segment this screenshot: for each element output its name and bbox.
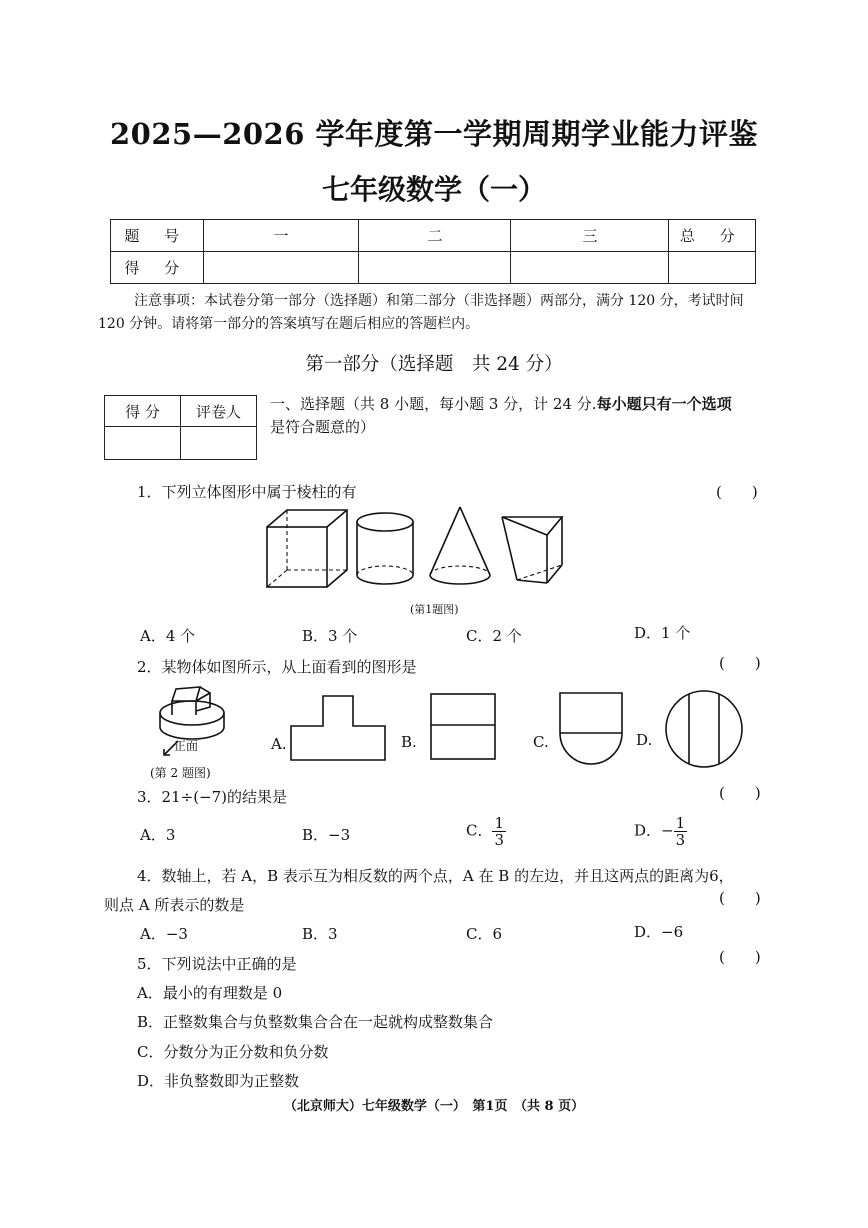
q5-option-b[interactable]: B．正整数集合与负整数集合合在一起就构成整数集合	[137, 1013, 494, 1031]
q4-stem-line2: 则点 A 所表示的数是	[104, 896, 245, 914]
q2-option-a-shape	[288, 693, 388, 763]
cube-icon	[267, 510, 347, 587]
q2-option-a[interactable]: A.	[271, 735, 287, 753]
section1-intro-plain: 一、选择题（共 8 小题，每小题 3 分，计 24 分.	[270, 395, 597, 413]
score-table	[110, 219, 756, 284]
q1-caption: (第1题图)	[410, 603, 459, 616]
score-table-header: 三	[511, 220, 669, 252]
exam-subtitle: 七年级数学（一）	[321, 173, 546, 206]
q4-stem-line1: 4．数轴上，若 A，B 表示互为相反数的两个点，A 在 B 的左边，并且这两点的距离为6，	[137, 867, 734, 885]
fraction-denominator: 3	[494, 831, 505, 849]
grader-name-cell[interactable]	[181, 427, 257, 460]
fraction-numerator: 1	[494, 814, 505, 832]
fraction-numerator: 1	[675, 814, 686, 832]
q1-option-d[interactable]: D．1 个	[634, 624, 691, 642]
q5-answer-paren[interactable]: ( )	[719, 948, 761, 966]
q3-option-c[interactable]	[466, 815, 506, 848]
score-cell[interactable]	[511, 252, 669, 284]
fraction-denominator: 3	[675, 831, 686, 849]
exam-notice: 注意事项：本试卷分第一部分（选择题）和第二部分（非选择题）两部分，满分 120 分，考试时间 120 分钟。请将第一部分的答案填写在题后相应的答题栏内。	[98, 293, 744, 332]
q2-option-b[interactable]: B.	[401, 733, 417, 751]
score-table-header: 题 号	[111, 220, 204, 252]
q5-stem: 5．下列说法中正确的是	[137, 955, 297, 973]
q2-option-c-shape	[556, 691, 626, 767]
q3-option-d-letter: D．−	[634, 821, 674, 840]
q1-option-b[interactable]: B．3 个	[302, 627, 358, 645]
q4-option-d[interactable]: D．−6	[634, 923, 684, 941]
q3-option-d-fraction	[674, 815, 688, 848]
exam-title: 2025—2026 学年度第一学期周期学业能力评鉴	[109, 117, 759, 151]
section1-intro-bold: 每小题只有一个选项	[596, 395, 732, 413]
q2-option-b-shape	[429, 692, 499, 764]
q3-option-c-letter: C．	[466, 821, 493, 840]
q2-stem: 2．某物体如图所示，从上面看到的图形是	[137, 658, 417, 676]
q3-answer-paren[interactable]: ( )	[719, 784, 761, 802]
score-cell[interactable]	[669, 252, 756, 284]
q5-option-d[interactable]: D．非负整数即为正整数	[137, 1072, 300, 1090]
score-table-header: 一	[203, 220, 359, 252]
q1-figure	[262, 505, 592, 600]
triangular-prism-icon	[502, 517, 562, 583]
part1-title: 第一部分（选择题 共 24 分）	[305, 354, 563, 375]
grader-score-cell[interactable]	[105, 427, 181, 460]
q1-option-c[interactable]: C．2 个	[466, 627, 522, 645]
q3-option-c-fraction	[492, 815, 506, 848]
q3-option-a[interactable]: A．3	[140, 826, 176, 844]
q2-option-d-shape	[663, 688, 747, 772]
q5-option-c[interactable]: C．分数分为正分数和负分数	[137, 1043, 329, 1061]
q4-option-a[interactable]: A．−3	[140, 925, 188, 943]
q1-stem: 1．下列立体图形中属于棱柱的有	[137, 483, 357, 501]
page-footer: （北京师大）七年级数学（一） 第1页 （共 8 页）	[283, 1099, 585, 1114]
q3-stem: 3．21÷(−7)的结果是	[137, 788, 288, 806]
q1-option-a[interactable]: A．4 个	[140, 627, 196, 645]
section1-intro	[270, 393, 775, 439]
q3-option-d[interactable]	[634, 815, 687, 848]
grader-label: 评卷人	[181, 396, 257, 427]
cylinder-icon	[357, 513, 413, 584]
grader-score-label: 得 分	[105, 396, 181, 427]
score-cell[interactable]	[359, 252, 511, 284]
q4-option-b[interactable]: B．3	[302, 925, 338, 943]
section1-intro-tail: 是符合题意的）	[270, 418, 376, 436]
q2-front-label: 正面	[174, 739, 199, 753]
q2-answer-paren[interactable]: ( )	[719, 654, 761, 672]
q4-answer-paren[interactable]: ( )	[719, 889, 761, 907]
score-cell[interactable]	[203, 252, 359, 284]
q2-option-c[interactable]: C.	[533, 733, 549, 751]
q1-answer-paren[interactable]: ( )	[716, 483, 758, 501]
q2-caption: (第 2 题图)	[150, 766, 211, 780]
q5-option-a[interactable]: A．最小的有理数是 0	[137, 984, 283, 1002]
score-table-header: 总 分	[669, 220, 756, 252]
grader-table	[104, 395, 257, 460]
q4-option-c[interactable]: C．6	[466, 925, 503, 943]
q3-option-b[interactable]: B．−3	[302, 826, 351, 844]
score-table-header: 二	[359, 220, 511, 252]
cone-icon	[430, 507, 490, 584]
score-table-label: 得 分	[111, 252, 204, 284]
q2-option-d[interactable]: D.	[636, 731, 653, 749]
